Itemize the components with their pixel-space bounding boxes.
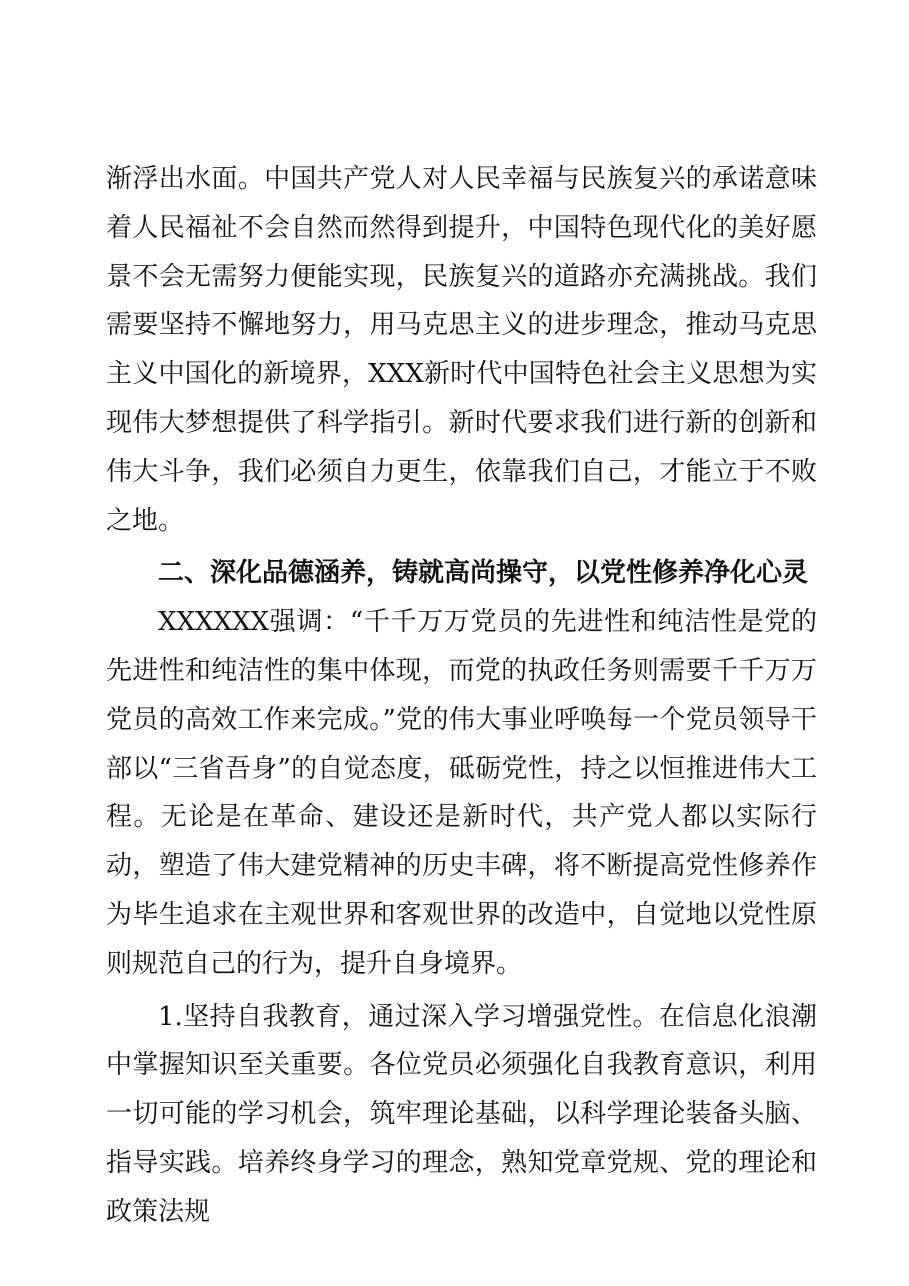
paragraph-quote: XXXXXX强调：“千千万万党员的先进性和纯洁性是党的先进性和纯洁性的集中体现，而党的执政任务则需要千千万万党员的高效工作来完成。”党的伟大事业呼唤每一个党员领导干部以“三省吾身”的自觉态度，砥砺党性，持之以恒推进伟大工程。无论是在革命、建设还是新时代，共产党人都以实际行动，塑造了伟大建党精神的历史丰碑，将不断提高党性修养作为毕生追求在主观世界和客观世界的改造中，自觉地以党性原则规范自己的行为，提升自身境界。: [106, 607, 817, 979]
paragraph-continuation: 渐浮出水面。中国共产党人对人民幸福与民族复兴的承诺意味着人民福祉不会自然而然得到提升，中国特色现代化的美好愿景不会无需努力便能实现，民族复兴的道路亦充满挑战。我们需要坚持不懈地努力，用马克思主义的进步理念，推动马克思主义中国化的新境界，XXX新时代中国特色社会主义思想为实现伟大梦想提供了科学指引。新时代要求我们进行新的创新和伟大斗争，我们必须自力更生，依靠我们自己，才能立于不败之地。: [106, 164, 817, 536]
document-body: [106, 155, 817, 1237]
section-heading: 二、深化品德涵养，铸就高尚操守，以党性修养净化心灵: [158, 558, 809, 589]
paragraph-point-1: 1.坚持自我教育，通过深入学习增强党性。在信息化浪潮中掌握知识至关重要。各位党员必须强化自我教育意识，利用一切可能的学习机会，筑牢理论基础，以科学理论装备头脑、指导实践。培养终身学习的理念，熟知党章党规、党的理论和政策法规: [106, 1001, 817, 1227]
